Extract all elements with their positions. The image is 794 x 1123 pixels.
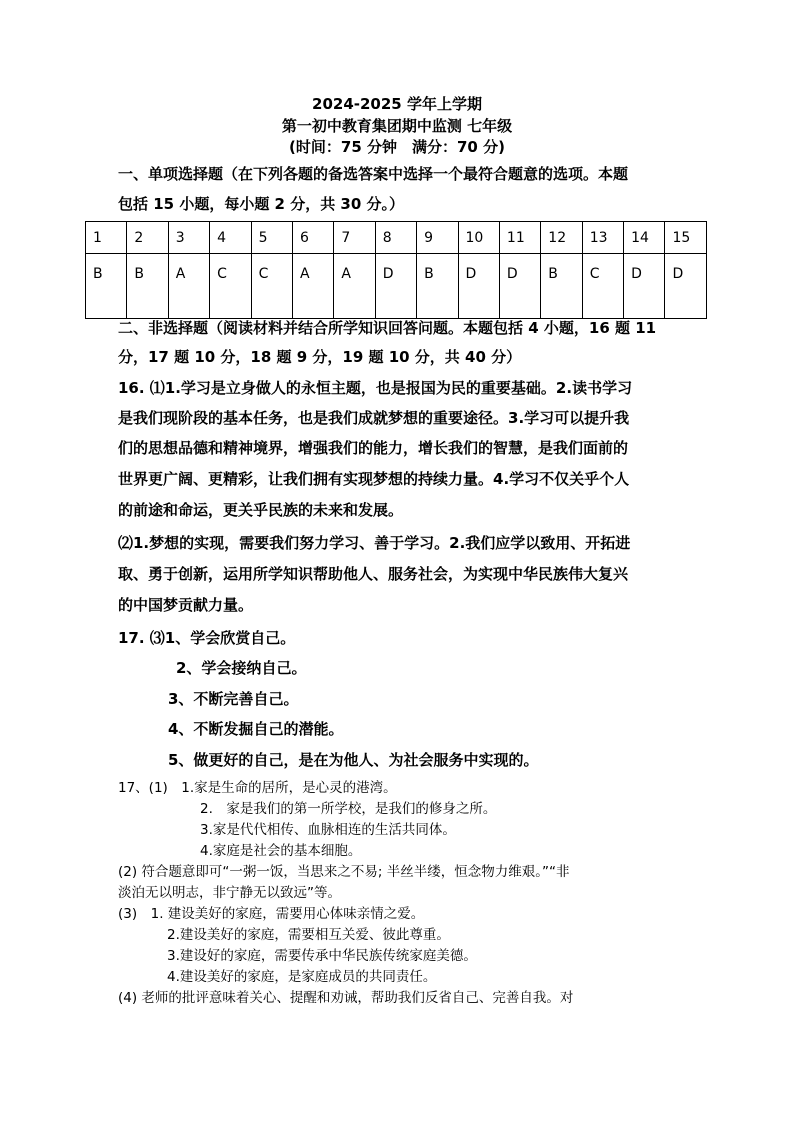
question-number: 15	[665, 222, 707, 254]
q17-part3-line: 4.建设美好的家庭，是家庭成员的共同责任。	[167, 969, 437, 985]
question-number: 13	[582, 222, 623, 254]
question-number: 5	[251, 222, 292, 254]
answer-cell: B	[127, 254, 168, 319]
q16-answer-line: 世界更广阔、更精彩，让我们拥有实现梦想的持续力量。4.学习不仅关乎个人	[118, 470, 630, 488]
question-number: 14	[624, 222, 665, 254]
question-number: 4	[210, 222, 251, 254]
q17-part1-line: 17、(1) 1.家是生命的居所，是心灵的港湾。	[118, 780, 397, 796]
answer-cell: A	[334, 254, 375, 319]
answer-cell: D	[665, 254, 707, 319]
answer-table-answer-row	[86, 254, 707, 319]
q17-part1-line: 4.家庭是社会的基本细胞。	[200, 843, 362, 859]
answer-cell: C	[582, 254, 623, 319]
answer-cell: B	[541, 254, 582, 319]
answer-table	[85, 221, 707, 319]
q17-answer-item: 4、不断发掘自己的潜能。	[168, 720, 344, 738]
q16-answer-line: 的前途和命运，更关乎民族的未来和发展。	[118, 501, 404, 519]
q16-answer-line: 们的思想品德和精神境界，增强我们的能力，增长我们的智慧，是我们面前的	[118, 439, 629, 457]
q17-part4-line: (4) 老师的批评意味着关心、提醒和劝诫，帮助我们反省自己、完善自我。对	[118, 990, 574, 1006]
question-number: 7	[334, 222, 375, 254]
q17-part3-line: 2.建设美好的家庭，需要相互关爱、彼此尊重。	[167, 927, 450, 943]
question-number: 2	[127, 222, 168, 254]
answer-cell: C	[210, 254, 251, 319]
q17-part2-line: (2) 符合题意即可“一粥一饭，当思来之不易; 半丝半缕，恒念物力维艰。”“非	[118, 864, 570, 880]
q16-answer-line: 取、勇于创新，运用所学知识帮助他人、服务社会，为实现中华民族伟大复兴	[118, 565, 629, 583]
answer-cell: D	[499, 254, 540, 319]
question-number: 3	[168, 222, 209, 254]
question-number: 10	[458, 222, 499, 254]
answer-cell: A	[292, 254, 333, 319]
q17-part3-line: (3) 1. 建设美好的家庭，需要用心体味亲情之爱。	[118, 906, 425, 922]
section2-subheading: 分，17 题 10 分，18 题 9 分，19 题 10 分，共 40 分）	[118, 348, 522, 366]
q16-answer-line: 16. ⑴1.学习是立身做人的永恒主题，也是报国为民的重要基础。2.读书学习	[118, 379, 633, 397]
answer-cell: B	[86, 254, 127, 319]
answer-table-number-row	[86, 222, 707, 254]
answer-cell: D	[624, 254, 665, 319]
q17-part1-line: 2. 家是我们的第一所学校，是我们的修身之所。	[200, 801, 497, 817]
q17-answer-item: 17. ⑶1、学会欣赏自己。	[118, 629, 296, 647]
question-number: 12	[541, 222, 582, 254]
answer-cell: B	[417, 254, 458, 319]
exam-time-score: (时间：75 分钟 满分：70 分)	[289, 138, 505, 156]
q17-answer-item: 5、做更好的自己，是在为他人、为社会服务中实现的。	[168, 751, 539, 769]
section1-heading: 一、单项选择题（在下列各题的备选答案中选择一个最符合题意的选项。本题	[118, 165, 629, 183]
q16-answer-line: ⑵1.梦想的实现，需要我们努力学习、善于学习。2.我们应学以致用、开拓进	[118, 534, 631, 552]
q17-answer-item: 3、不断完善自己。	[168, 690, 299, 708]
section1-subheading: 包括 15 小题，每小题 2 分，共 30 分。）	[118, 195, 405, 213]
question-number: 6	[292, 222, 333, 254]
q17-answer-item: 2、学会接纳自己。	[176, 659, 307, 677]
answer-cell: A	[168, 254, 209, 319]
term-title: 2024-2025 学年上学期	[312, 95, 482, 113]
exam-title: 第一初中教育集团期中监测 七年级	[281, 117, 513, 135]
answer-cell: C	[251, 254, 292, 319]
question-number: 8	[375, 222, 416, 254]
answer-cell: D	[458, 254, 499, 319]
question-number: 1	[86, 222, 127, 254]
section2-heading: 二、非选择题（阅读材料并结合所学知识回答问题。本题包括 4 小题，16 题 11	[118, 319, 657, 337]
q16-answer-line: 的中国梦贡献力量。	[118, 596, 254, 614]
q17-part3-line: 3.建设好的家庭，需要传承中华民族传统家庭美德。	[167, 948, 477, 964]
question-number: 11	[499, 222, 540, 254]
answer-cell: D	[375, 254, 416, 319]
q17-part1-line: 3.家是代代相传、血脉相连的生活共同体。	[200, 822, 456, 838]
q17-part2-line: 淡泊无以明志，非宁静无以致远”等。	[118, 885, 341, 901]
q16-answer-line: 是我们现阶段的基本任务，也是我们成就梦想的重要途径。3.学习可以提升我	[118, 409, 630, 427]
question-number: 9	[417, 222, 458, 254]
